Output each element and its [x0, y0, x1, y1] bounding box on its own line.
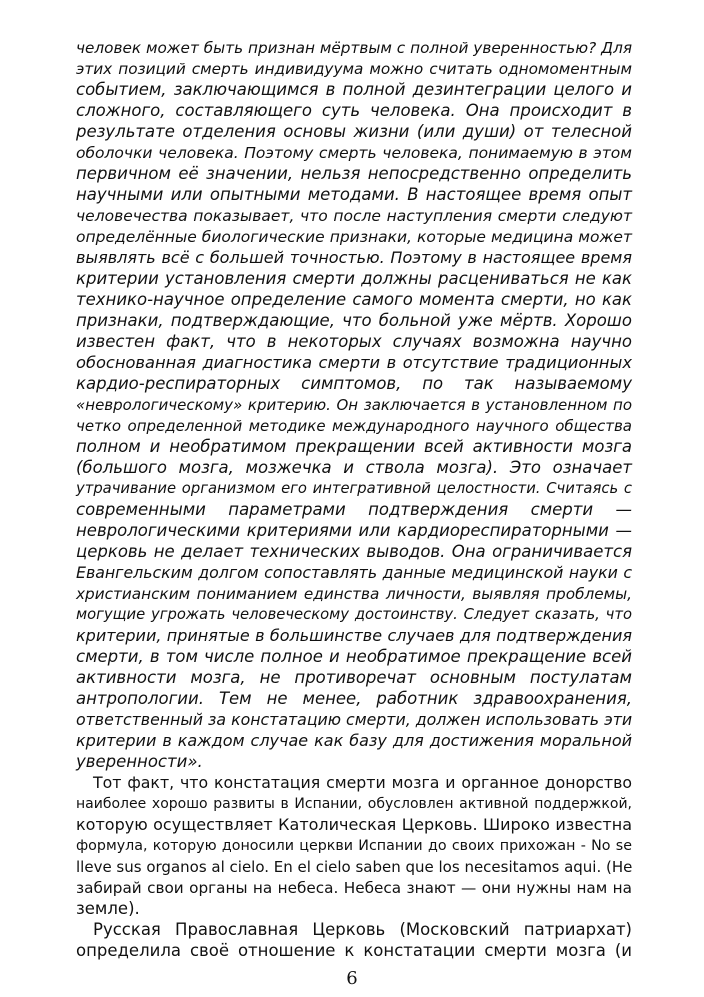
- quote-line: технико-научное определение самого момента смерти, но как: [76, 290, 632, 309]
- page-number: 6: [346, 968, 358, 989]
- quote-line: ответственный за констатацию смерти, должен использовать эти: [76, 710, 633, 729]
- quote-line: активности мозга, не противоречат основным постулатам: [76, 668, 632, 687]
- quote-line: оболочки человека. Поэтому смерть человека, понимаемую в этом: [76, 144, 632, 162]
- quote-line: Евангельским долгом сопоставлять данные медицинской науки с: [76, 563, 632, 582]
- quote-line: критерии в каждом случае как базу для достижения моральной: [76, 731, 632, 750]
- paragraph-line: определила своё отношение к констатации смерти мозга (и: [76, 941, 632, 960]
- quote-line: смерти, в том числе полное и необратимое прекращение всей: [76, 647, 632, 666]
- quote-line: человек может быть признан мёртвым с полной уверенностью? Для: [76, 39, 632, 57]
- quote-line: четко определенной методике международного научного общества: [76, 417, 632, 435]
- quote-line: кардио-респираторных симптомов, по так называемому: [76, 374, 632, 393]
- paragraph-line: Тот факт, что констатация смерти мозга и органное донорство: [93, 773, 632, 792]
- paragraph-line: земле).: [76, 899, 140, 918]
- quote-line: первичном её значении, нельзя непосредственно определить: [76, 164, 632, 183]
- quote-line: могущие угрожать человеческому достоинству. Следует сказать, что: [76, 606, 632, 623]
- quote-line: научными или опытными методами. В настоящее время опыт: [76, 185, 632, 204]
- quote-line: выявлять всё с большей точностью. Поэтому в настоящее время: [76, 248, 632, 267]
- quote-line: событием, заключающимся в полной дезинтеграции целого и: [76, 80, 632, 99]
- quote-line: антропологии. Тем не менее, работник здравоохранения,: [76, 689, 632, 708]
- quote-line: определённые биологические признаки, которые медицина может: [76, 228, 632, 246]
- quote-line: критерии установления смерти должны расцениваться не как: [76, 269, 632, 288]
- quote-line: современными параметрами подтверждения смерти —: [76, 500, 632, 519]
- quote-line: неврологическими критериями или кардиореспираторными —: [76, 521, 632, 540]
- paragraph-line: lleve sus organos al cielo. En el cielo saben que los necesitamos aqui. (Не: [76, 858, 633, 876]
- quote-line: результате отделения основы жизни (или души) от телесной: [76, 122, 632, 141]
- quote-line: критерии, принятые в большинстве случаев для подтверждения: [76, 626, 632, 645]
- quote-line: «неврологическому» критерию. Он заключается в установленном по: [76, 396, 632, 414]
- quote-line: обоснованная диагностика смерти в отсутствие традиционных: [76, 353, 632, 372]
- paragraph-line: которую осуществляет Католическая Церковь. Широко известна: [76, 815, 632, 834]
- quote-line: признаки, подтверждающие, что больной уже мёртв. Хорошо: [76, 311, 632, 330]
- quote-line: полном и необратимом прекращении всей активности мозга: [76, 437, 632, 456]
- paragraph-line: формула, которую доносили церкви Испании до своих прихожан - No se: [76, 838, 632, 854]
- quote-line: утрачивание организмом его интегративной целостности. Считаясь с: [76, 480, 632, 497]
- quote-line: человечества показывает, что после наступления смерти следуют: [76, 207, 632, 225]
- quote-line: уверенности».: [76, 752, 203, 771]
- quote-line: христианским пониманием единства личности, выявляя проблемы,: [76, 585, 632, 603]
- paragraph-line: забирай свои органы на небеса. Небеса знают — они нужны нам на: [76, 879, 632, 897]
- paragraph-line: Русская Православная Церковь (Московский патриархат): [93, 920, 632, 939]
- quote-line: этих позиций смерть индивидуума можно считать одномоментным: [76, 60, 632, 78]
- quote-line: церковь не делает технических выводов. Она ограничивается: [76, 542, 632, 561]
- quote-line: сложного, составляющего суть человека. Она происходит в: [76, 101, 632, 120]
- quote-line: (большого мозга, мозжечка и ствола мозга). Это означает: [76, 458, 632, 477]
- quote-line: известен факт, что в некоторых случаях возможна научно: [76, 332, 632, 351]
- paragraph-line: наиболее хорошо развиты в Испании, обусловлен активной поддержкой,: [76, 796, 632, 812]
